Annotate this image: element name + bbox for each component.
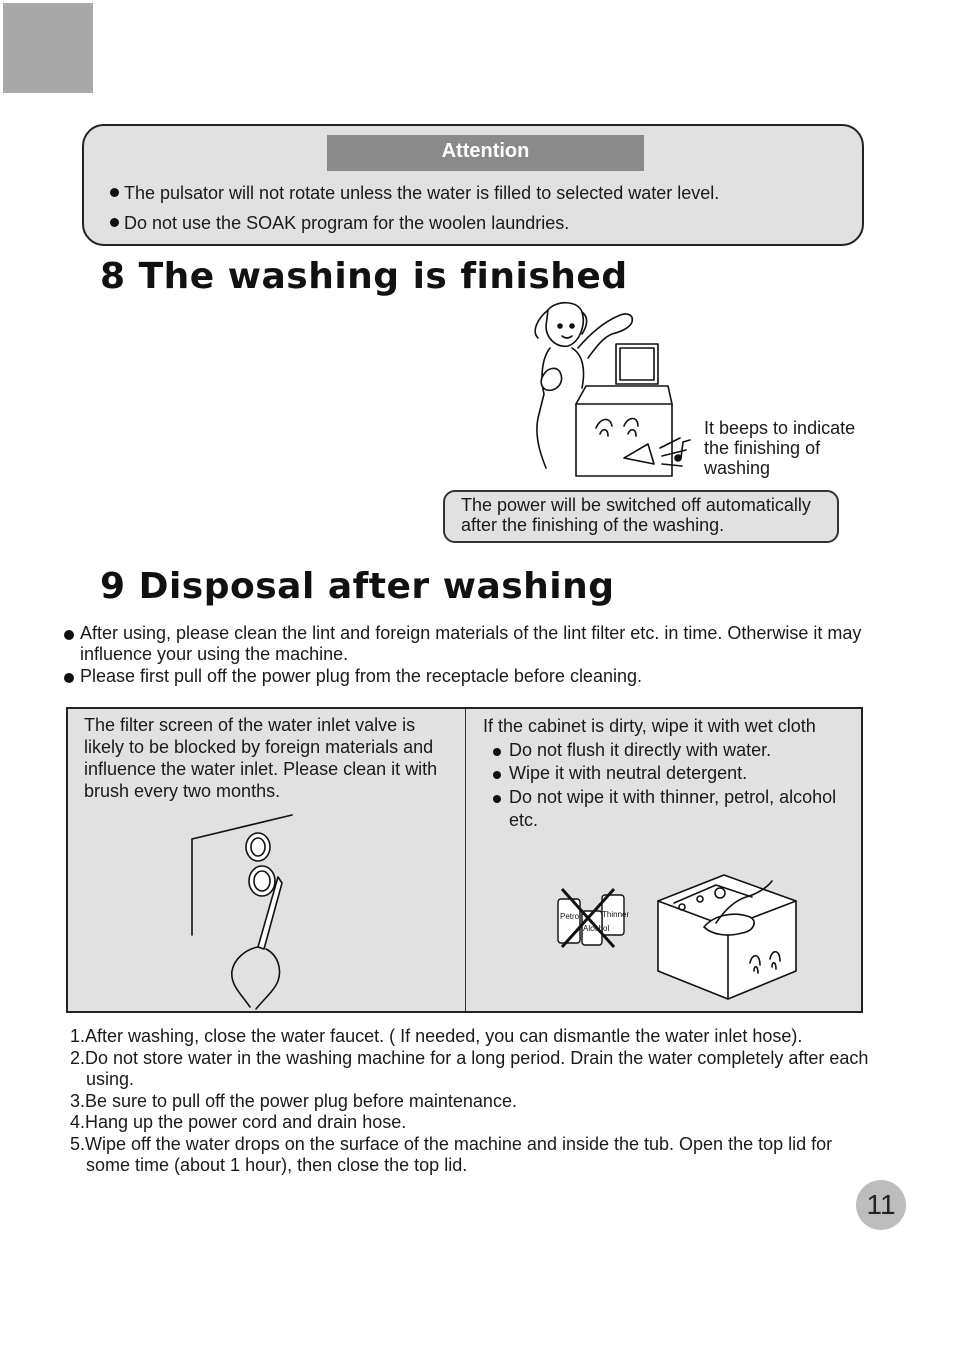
attention-item: The pulsator will not rotate unless the water is filled to selected water level. (110, 183, 719, 204)
list-item: 5.Wipe off the water drops on the surface of the machine and inside the tub. Open the top lid for some time (about 1 hour), then close the top lid. (70, 1133, 833, 1175)
cabinet-tips (483, 739, 863, 833)
attention-title: Attention (327, 135, 644, 171)
power-off-note: The power will be switched off automatically after the finishing of the washing. (443, 490, 839, 543)
filter-cleaning-text: The filter screen of the water inlet valve is likely to be blocked by foreign materials and influence the water inlet. Please clean it with brush every two months. (84, 715, 438, 801)
cabinet-cleaning-text (483, 715, 863, 833)
maintenance-steps (70, 1026, 870, 1177)
list-item: Do not flush it directly with water. (493, 739, 863, 763)
bullet-icon (110, 188, 119, 197)
section-8-heading: 8 The washing is finished (100, 256, 628, 297)
attention-box (82, 124, 864, 246)
list-item: Wipe it with neutral detergent. (493, 762, 863, 786)
section-9-heading: 9 Disposal after washing (100, 566, 615, 607)
list-item: 3.Be sure to pull off the power plug before maintenance. (70, 1090, 517, 1111)
corner-tab (3, 3, 93, 93)
wiping-cabinet-illustration (654, 871, 804, 1003)
bullet-icon (110, 218, 119, 227)
disposal-bullet: Please first pull off the power plug from the receptacle before cleaning. (64, 666, 874, 687)
bullet-icon (64, 673, 74, 683)
woman-washing-machine-illustration (520, 298, 700, 488)
list-item: Do not wipe it with thinner, petrol, alcohol etc. (493, 786, 863, 833)
beep-note: It beeps to indicate the finishing of washing (704, 418, 856, 478)
bottle-label: Thinner (602, 910, 630, 919)
list-item: 1.After washing, close the water faucet. ( If needed, you can dismantle the water inlet hose). (70, 1026, 803, 1046)
bottle-label: Petro (560, 912, 580, 921)
bottle-label: Alcohol (583, 924, 610, 933)
list-item: 2.Do not store water in the washing machine for a long period. Drain the water completely after each using. (70, 1047, 869, 1089)
no-solvents-illustration (554, 885, 630, 953)
inlet-valve-brush-illustration (186, 809, 306, 1009)
attention-item: Do not use the SOAK program for the woolen laundries. (110, 213, 569, 234)
care-table (66, 707, 863, 1013)
disposal-bullet: After using, please clean the lint and foreign materials of the lint filter etc. in time. Otherwise it may influence your using the machine. (64, 623, 874, 665)
bullet-icon (64, 630, 74, 640)
cabinet-intro: If the cabinet is dirty, wipe it with wet cloth (483, 716, 816, 736)
table-divider (465, 709, 466, 1011)
list-item: 4.Hang up the power cord and drain hose. (70, 1112, 407, 1132)
page-number: 11 (856, 1180, 906, 1230)
